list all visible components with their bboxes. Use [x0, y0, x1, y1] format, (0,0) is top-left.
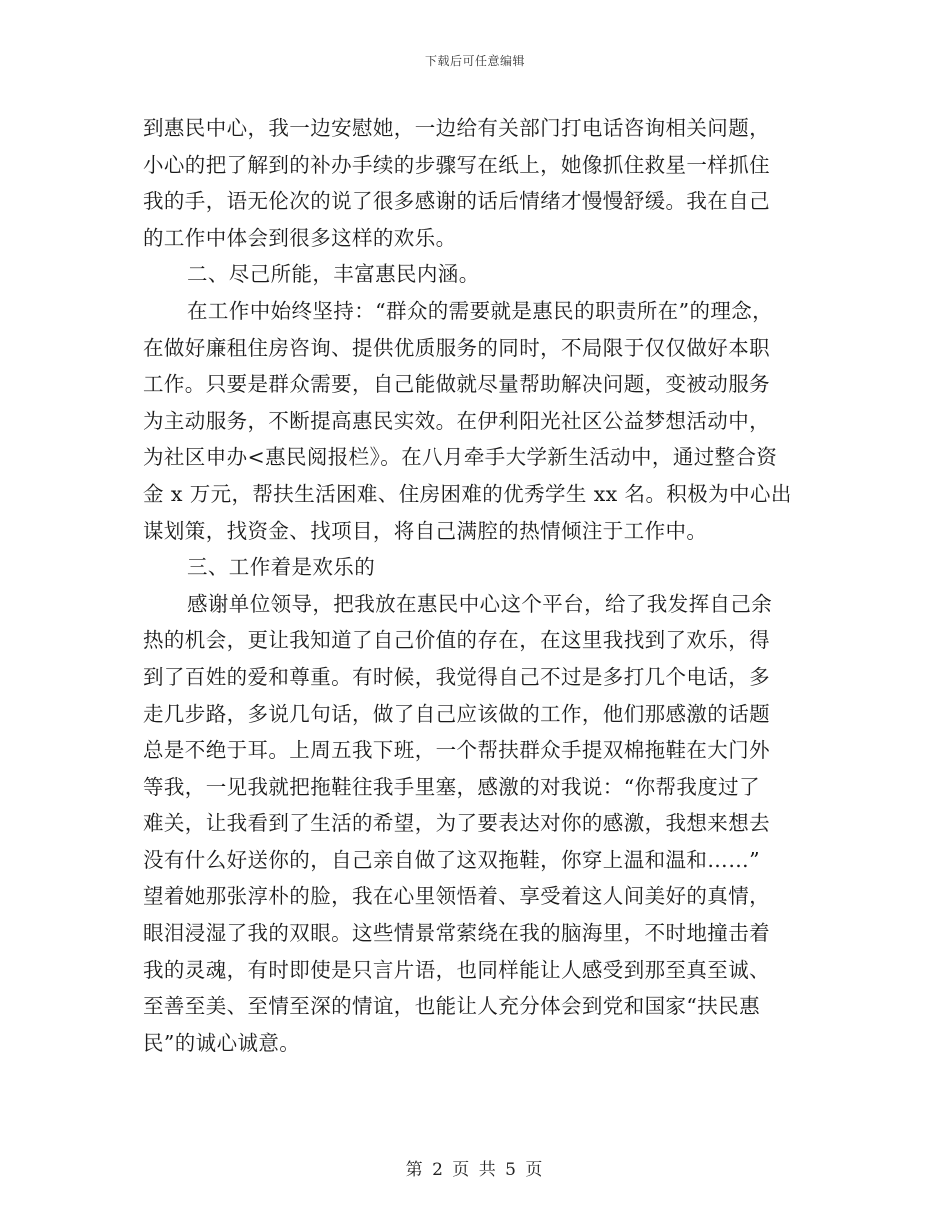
body-line: 难关，让我看到了生活的希望，为了要表达对你的感激，我想来想去 [143, 811, 770, 836]
body-line: 金 x 万元，帮扶生活困难、住房困难的优秀学生 xx 名。积极为中心出 [143, 481, 792, 506]
body-line: 到了百姓的爱和尊重。有时候，我觉得自己不过是多打几个电话，多 [143, 664, 770, 689]
body-line: 望着她那张淳朴的脸，我在心里领悟着、享受着这人间美好的真情， [143, 884, 770, 909]
body-line: 总是不绝于耳。上周五我下班，一个帮扶群众手提双棉拖鞋在大门外 [143, 738, 770, 763]
body-line: 小心的把了解到的补办手续的步骤写在纸上，她像抓住救星一样抓住 [143, 152, 770, 177]
body-line: 的工作中体会到很多这样的欢乐。 [143, 225, 457, 250]
body-line: 没有什么好送你的，自己亲自做了这双拖鞋，你穿上温和温和……” [143, 847, 760, 872]
body-line: 谋划策，找资金、找项目，将自己满腔的热情倾注于工作中。 [143, 518, 708, 543]
body-line: 眼泪浸湿了我的双眼。这些情景常萦绕在我的脑海里，不时地撞击着 [143, 921, 770, 946]
body-line: 等我，一见我就把拖鞋往我手里塞，感激的对我说：“你帮我度过了 [143, 774, 760, 799]
body-line: 到惠民中心，我一边安慰她，一边给有关部门打电话咨询相关问题， [143, 116, 770, 140]
body-line: 在工作中始终坚持：“群众的需要就是惠民的职责所在”的理念， [187, 298, 774, 323]
body-line: 民”的诚心诚意。 [143, 1030, 301, 1055]
body-line: 感谢单位领导，把我放在惠民中心这个平台，给了我发挥自己余 [187, 591, 773, 616]
section-heading: 二、尽己所能，丰富惠民内涵。 [187, 262, 480, 287]
body-line: 在做好廉租住房咨询、提供优质服务的同时，不局限于仅仅做好本职 [143, 335, 770, 360]
body-line: 为主动服务，不断提高惠民实效。在伊利阳光社区公益梦想活动中， [143, 408, 770, 433]
body-line: 工作。只要是群众需要，自己能做就尽量帮助解决问题，变被动服务 [143, 372, 770, 397]
body-line: 至善至美、至情至深的情谊，也能让人充分体会到党和国家“扶民惠 [143, 994, 760, 1019]
body-line: 我的灵魂，有时即使是只言片语，也同样能让人感受到那至真至诚、 [143, 957, 770, 982]
body-line: 走几步路，多说几句话，做了自己应该做的工作，他们那感激的话题 [143, 701, 770, 726]
section-heading: 三、工作着是欢乐的 [187, 555, 376, 580]
body-line: 热的机会，更让我知道了自己价值的存在，在这里我找到了欢乐，得 [143, 628, 770, 653]
body-line: 我的手，语无伦次的说了很多感谢的话后情绪才慢慢舒缓。我在自己 [143, 189, 770, 214]
body-line: 为社区申办<惠民阅报栏》。在八月牵手大学新生活动中，通过整合资 [143, 445, 778, 470]
page-header: 下载后可任意编辑 [424, 54, 525, 68]
document-body [143, 110, 813, 1061]
page-number: 第 2 页 共 5 页 [405, 1160, 545, 1180]
